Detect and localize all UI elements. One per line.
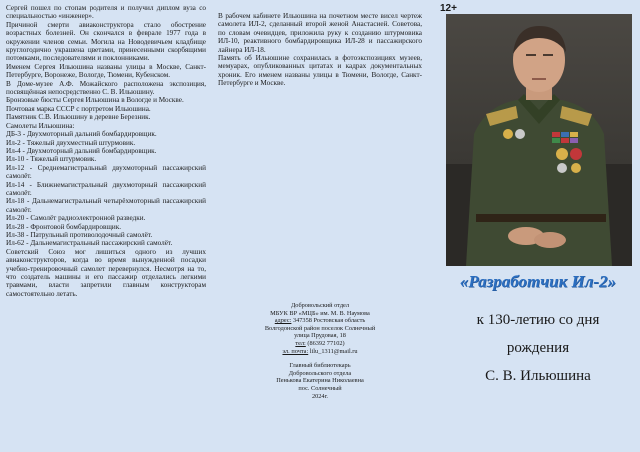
subtitle-line: рождения (506, 340, 570, 356)
address-line: улица Прудовая, 18 (294, 332, 346, 340)
portrait-illustration (446, 14, 632, 266)
left-paragraph: Памятник С.В. Ильюшину в деревне Березник. (6, 113, 151, 122)
aircraft-list-item: ДБ-3 - Двухмоторный дальний бомбардировщик. (6, 130, 157, 139)
left-paragraph: Сергей пошел по стопам родителя и получил диплом вуза со специальностью «инженер». (6, 4, 206, 21)
left-paragraph: Советский Союз мог лишиться одного из лучших авиаконструкторов, когда во время вынужденной посадки учебно-тренировочный самолет перевернулся. Несмотря на то, что создатель машины и его пассажир отделались легкими травмами, власти запретили главным конструкторам самостоятельно летать. (6, 247, 206, 298)
email-value[interactable]: lilu_1311@mail.ru (308, 347, 358, 355)
address (220, 317, 420, 325)
aircraft-list-item: Ил-18 - Дальнемагистральный четырёхмоторный пассажирский самолёт. (6, 197, 206, 214)
left-paragraph: Почтовая марка СССР с портретом Ильюшина. (6, 104, 151, 113)
librarian-line: Пенькова Екатерина Николаевна (276, 377, 364, 385)
contacts-block (220, 302, 420, 400)
brochure-title: «Разработчик Ил-2» (459, 272, 617, 291)
middle-paragraph: В рабочем кабинете Ильюшина на почетном месте висел чертеж самолета ИЛ-2, сделанный второй женой Анастасией. Советова, по словам очевидцев, приложила руку к созданию штурмовика ИЛ-10, реактивного бомбардировщика ИЛ-28 и пассажирского лайнера ИЛ-18. (218, 12, 422, 54)
phone-label: тел: (295, 339, 306, 347)
left-text-column (6, 4, 206, 298)
left-paragraph: Именем Сергея Ильюшина названы улицы в Москве, Санкт-Петербурге, Воронеже, Вологде, Тюмени, Кубенском. (6, 62, 206, 80)
librarian-line: Добровольского отдела (288, 369, 352, 377)
address-line: Волгодонской район поселок Солнечный (264, 324, 376, 332)
aircraft-list-item: Ил-2 - Тяжелый двухместный штурмовик. (6, 138, 136, 147)
aircraft-list-item: Ил-20 - Самолёт радиоэлектронной разведки. (6, 214, 146, 223)
left-paragraph: Бронзовые бюсты Сергея Ильюшина в Вологде и Москве. (6, 96, 184, 105)
middle-text-column (218, 12, 422, 88)
subtitle-line: к 130-летию со дня (476, 312, 600, 328)
address-value: 347358 Ростовская область (291, 317, 366, 325)
subtitle-line: С. В. Ильюшина (485, 368, 591, 384)
aircraft-list-item: Ил-62 - Дальнемагистральный пассажирский самолёт. (6, 239, 173, 248)
age-rating-badge: 12+ (440, 3, 457, 14)
aircraft-list-item: Ил-4 - Двухмоторный дальний бомбардировщик. (6, 146, 157, 155)
aircraft-list-item: Ил-10 - Тяжелый штурмовик. (6, 155, 97, 164)
phone-value: (86392 77102) (305, 339, 345, 347)
cover-title-block (436, 272, 640, 390)
librarian-line: пос. Солнечный (298, 384, 342, 392)
aircraft-list-item: Ил-12 - Среднемагистральный двухмоторный пассажирский самолёт. (6, 163, 206, 181)
librarian-line: Главный библиотекарь (289, 362, 351, 370)
left-paragraph: В Доме-музее А.Ф. Можайского расположена экспозиция, посвящённая непосредственно С. В. Ильюшину. (6, 79, 206, 97)
org-name: Добровольский отдел (291, 302, 349, 309)
year: 2024г. (311, 392, 329, 400)
portrait-photo (446, 14, 632, 266)
left-paragraph: Причиной смерти авиаконструктора стало обострение возрастных болезней. Он скончался в феврале 1977 года в окружении членов семьи. Могила на Новодевичьем кладбище круглогодично украшена цветами, принесенными скорбящими потомками, последователями и поклонниками. (6, 20, 206, 63)
email (220, 348, 420, 356)
aircraft-list-item: Ил-14 - Ближнемагистральный двухмоторный пассажирский самолёт. (6, 180, 206, 197)
aircraft-list-heading: Самолеты Ильюшина: (6, 121, 75, 130)
aircraft-list-item: Ил-28 - Фронтовой бомбардировщик. (6, 222, 122, 231)
aircraft-list-item: Ил-38 - Патрульный противолодочный самолёт. (6, 230, 153, 239)
phone (220, 340, 420, 348)
email-label: эл. почта: (282, 347, 309, 355)
org-name: МБУК ВР «МЦБ» им. М. В. Наумова (270, 309, 370, 317)
middle-paragraph: Память об Ильюшине сохранилась в фотоэкспозициях музеев, мемуарах, опубликованных цитатах и кадрах документальных хроник. Его именем названы улицы в Тюмени, Вологде, Санкт-Петербурге и Москве. (218, 54, 422, 88)
address-label: адрес: (274, 317, 292, 325)
